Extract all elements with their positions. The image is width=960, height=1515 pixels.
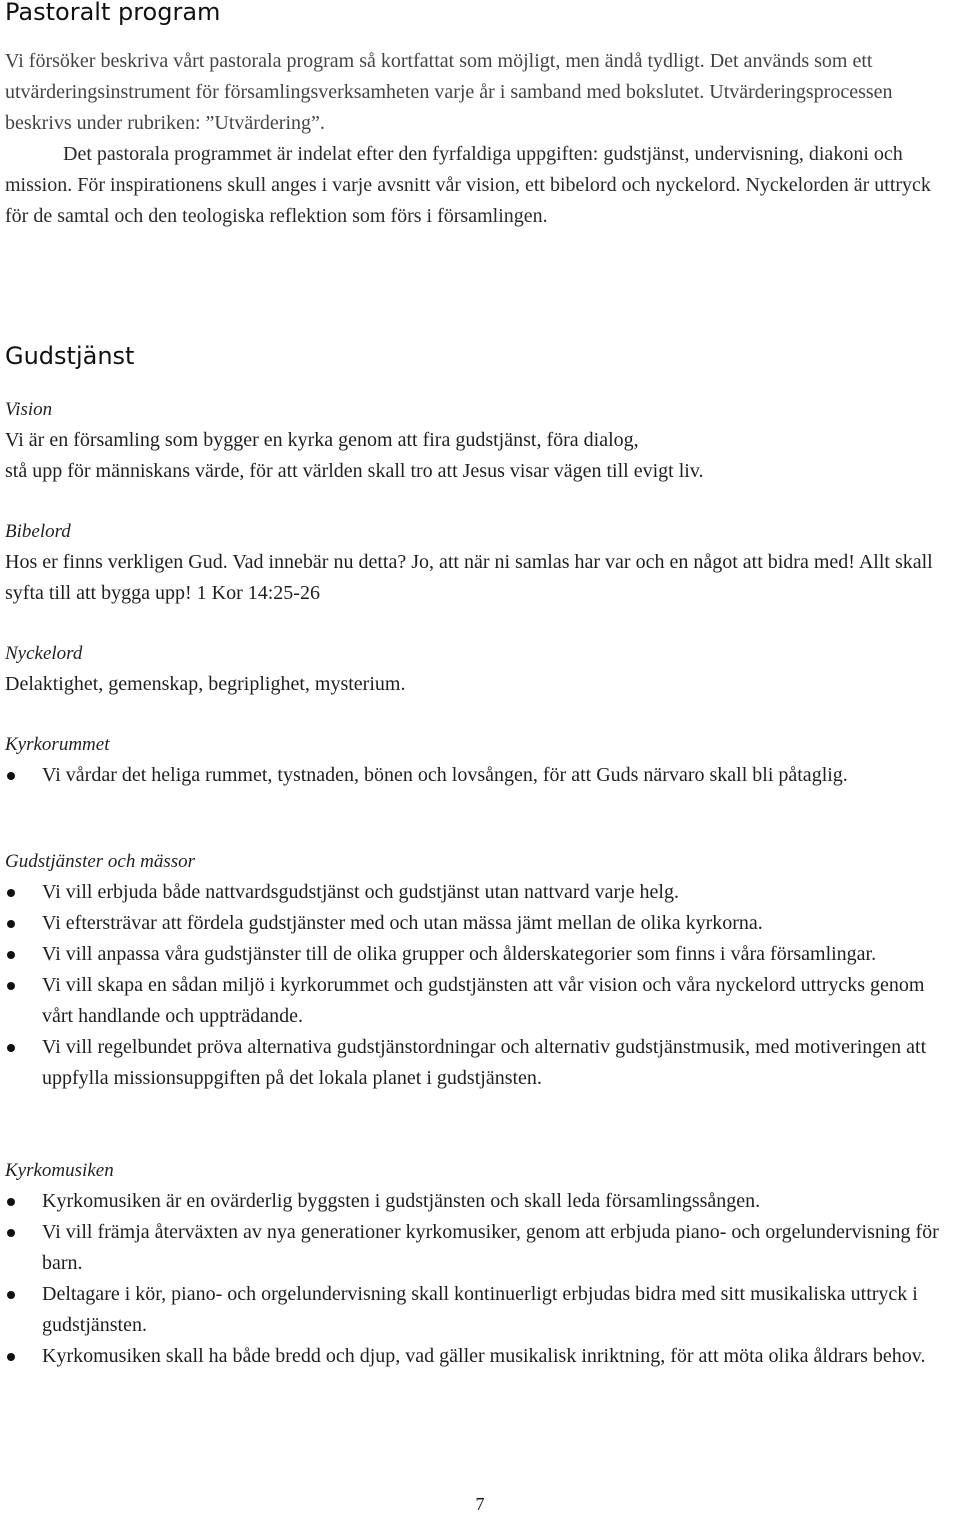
- kyrkomusiken-list: [5, 1186, 955, 1372]
- bullet-icon: [7, 889, 15, 897]
- vision-line-1: Vi är en församling som bygger en kyrka genom att fira gudstjänst, föra dialog,: [5, 429, 639, 451]
- kyrkorummet-list: [5, 760, 955, 791]
- page-title: Pastoralt program: [5, 0, 221, 26]
- section-title-gudstjanst: Gudstjänst: [5, 342, 135, 370]
- gudstjanster-label: Gudstjänster och mässor: [5, 851, 196, 872]
- list-item-text: Vi eftersträvar att fördela gudstjänster med och utan mässa jämt mellan de olika kyrkorna.: [42, 912, 763, 934]
- list-item: [5, 1217, 955, 1279]
- intro-section: [5, 46, 955, 232]
- vision-line-2: stå upp för människans värde, för att världen skall tro att Jesus visar vägen till evigt liv.: [5, 460, 704, 482]
- list-item: [5, 939, 955, 970]
- bullet-icon: [7, 772, 15, 780]
- list-item: [5, 1341, 955, 1372]
- list-item: [5, 1279, 955, 1341]
- bullet-icon: [7, 1198, 15, 1206]
- bullet-icon: [7, 951, 15, 959]
- page-number: 7: [475, 1494, 485, 1514]
- list-item-text: Vi vårdar det heliga rummet, tystnaden, bönen och lovsången, för att Guds närvaro skall bli påtaglig.: [42, 764, 848, 786]
- gudstjanster-list: [5, 877, 955, 1094]
- bullet-icon: [7, 920, 15, 928]
- list-item: [5, 760, 955, 791]
- vision-label: Vision: [5, 399, 53, 420]
- list-item-text: Vi vill anpassa våra gudstjänster till de olika grupper och ålderskategorier som finns i våra församlingar.: [42, 943, 877, 965]
- kyrkorummet-label: Kyrkorummet: [5, 734, 110, 755]
- list-item: [5, 1032, 955, 1094]
- list-item: [5, 970, 955, 1032]
- bullet-icon: [7, 1291, 15, 1299]
- kyrkomusiken-block: [5, 1155, 955, 1372]
- list-item-text: Vi vill erbjuda både nattvardsgudstjänst och gudstjänst utan nattvard varje helg.: [42, 881, 679, 903]
- intro-paragraph-1: Vi försöker beskriva vårt pastorala program så kortfattat som möjligt, men ändå tydligt. Det används som ett utvärderingsinstrument för församlingsverksamheten varje år i samband med bokslutet. Utvärderingsprocessen beskrivs under rubriken: ”Utvärdering”.: [5, 50, 893, 134]
- list-item: [5, 1186, 955, 1217]
- list-item-text: Kyrkomusiken är en ovärderlig byggsten i gudstjänsten och skall leda församlingssången.: [42, 1190, 761, 1212]
- list-item-text: Deltagare i kör, piano- och orgelundervisning skall kontinuerligt erbjudas bidra med sitt musikaliska uttryck i gudstjänsten.: [42, 1283, 918, 1336]
- list-item: [5, 908, 955, 939]
- gudstjanster-block: [5, 846, 955, 1094]
- nyckelord-block: [5, 638, 955, 700]
- bullet-icon: [7, 1229, 15, 1237]
- list-item-text: Vi vill regelbundet pröva alternativa gudstjänstordningar och alternativ gudstjänstmusik, med motiveringen att uppfylla missionsuppgiften på det lokala planet i gudstjänsten.: [42, 1036, 927, 1089]
- list-item-text: Vi vill skapa en sådan miljö i kyrkorummet och gudstjänsten att vår vision och våra nyckelord uttrycks genom vårt handlande och uppträdande.: [42, 974, 925, 1027]
- list-item-text: Kyrkomusiken skall ha både bredd och djup, vad gäller musikalisk inriktning, för att möta olika åldrars behov.: [42, 1345, 926, 1367]
- nyckelord-label: Nyckelord: [5, 643, 83, 664]
- vision-block: [5, 394, 955, 487]
- list-item-text: Vi vill främja återväxten av nya generationer kyrkomusiker, genom att erbjuda piano- och orgelundervisning för barn.: [42, 1221, 939, 1274]
- kyrkomusiken-label: Kyrkomusiken: [5, 1160, 114, 1181]
- bullet-icon: [7, 1044, 15, 1052]
- list-item: [5, 877, 955, 908]
- bullet-icon: [7, 982, 15, 990]
- bullet-icon: [7, 1353, 15, 1361]
- bibelord-label: Bibelord: [5, 521, 71, 542]
- bibelord-text: Hos er finns verkligen Gud. Vad innebär nu detta? Jo, att när ni samlas har var och en något att bidra med! Allt skall syfta till att bygga upp! 1 Kor 14:25-26: [5, 551, 933, 604]
- bibelord-block: [5, 516, 955, 609]
- intro-paragraph-2: Det pastorala programmet är indelat efter den fyrfaldiga uppgiften: gudstjänst, undervisning, diakoni och mission. För inspirationens skull anges i varje avsnitt vår vision, ett bibelord och nyckelord. Nyckelorden är uttryck för de samtal och den teologiska reflektion som förs i församlingen.: [5, 143, 931, 227]
- kyrkorummet-block: [5, 729, 955, 791]
- nyckelord-text: Delaktighet, gemenskap, begriplighet, mysterium.: [5, 673, 406, 695]
